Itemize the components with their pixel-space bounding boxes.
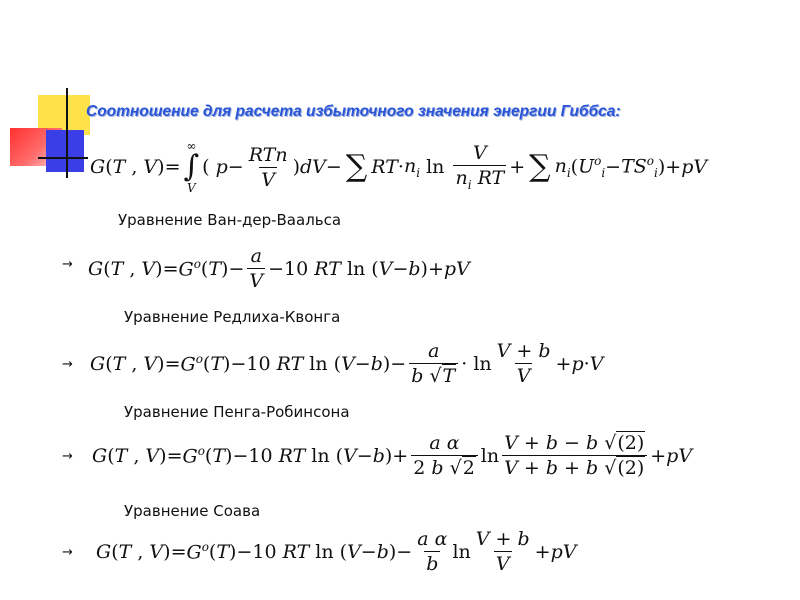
- formula-redlich-kwong: G ( T , V )= $G^o$ ( T )−10 RT ln ( V − b )− $\frac{a}{b √T}$ · ln $\frac{V + b}{V}$ + p · V: [90, 340, 604, 387]
- arrow-icon: →: [62, 449, 73, 464]
- arrow-icon: →: [62, 257, 73, 272]
- formula-peng-robinson: G ( T , V )= $G^o$ ( T )−10 RT ln ( V − b )+ $\frac{\text{a α}}{2 b √2}$ ln $\frac{V + b - b √(2)}{V + b + b √(2)}$ + pV: [92, 432, 693, 479]
- formula-soave: G ( T , V )= $G^o$ ( T )−10 RT ln ( V − b )− $\frac{\text{a α}}{b}$ ln $\frac{V + b}{V}$ + pV: [96, 528, 577, 575]
- formula-van-der-waals: G ( T , V )= $G^o$ ( T )− $\frac{a}{V}$ −10 RT ln ( V − b )+ pV: [88, 245, 470, 292]
- slide-title: Соотношение для расчета избыточного значения энергии Гиббса:: [86, 103, 621, 120]
- arrow-icon: →: [62, 545, 73, 560]
- equation-label-van-der-waals: Уравнение Ван-дер-Ваальса: [118, 211, 342, 229]
- logo-blue-square: [46, 130, 84, 172]
- equation-label-peng-robinson: Уравнение Пенга-Робинсона: [124, 403, 350, 421]
- equation-label-soave: Уравнение Соава: [124, 502, 261, 520]
- formula-general: G ( T , V )= ∞ ∫ V ( p − $\frac{\text{RTn}}{V}$ ) dV − ∑ RT · $n_i$ ln $\frac{V}{n_i RT}$ + ∑ $n_i$ ( $U^o_i$ − $TS^o_i$ )+ pV: [90, 139, 708, 195]
- arrow-icon: →: [62, 357, 73, 372]
- equation-label-redlich-kwong: Уравнение Редлиха-Квонга: [124, 308, 341, 326]
- logo-vertical-line: [66, 88, 68, 178]
- logo-horizontal-line: [38, 157, 88, 159]
